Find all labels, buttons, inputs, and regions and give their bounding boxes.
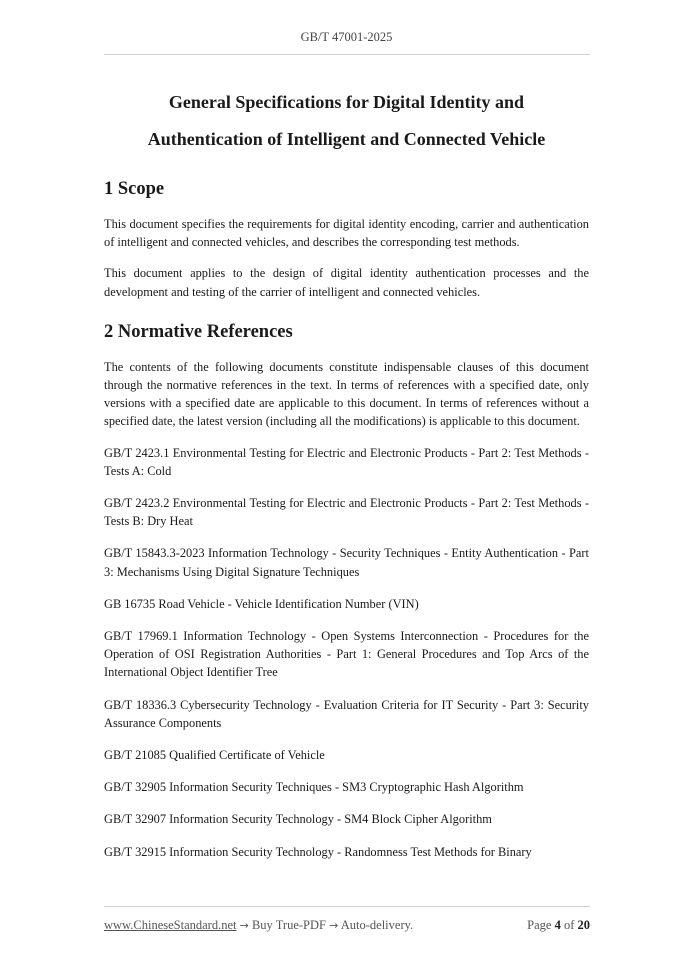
reference-item: GB/T 2423.2 Environmental Testing for Electric and Electronic Products - Part 2: Test Methods - Tests B: Dry Heat <box>104 496 589 529</box>
reference-item: GB/T 2423.1 Environmental Testing for Electric and Electronic Products - Part 2: Test Methods - Tests A: Cold <box>104 445 589 478</box>
section-heading-scope: 1 Scope <box>104 179 165 199</box>
total-pages-number: 20 <box>577 918 590 932</box>
right-arrow-icon: → <box>239 919 249 932</box>
reference-item: GB/T 18336.3 Cybersecurity Technology - Evaluation Criteria for IT Security - Part 3: Security Assurance Components <box>104 697 589 730</box>
auto-delivery-text: Auto-delivery. <box>340 918 414 932</box>
section-heading-normative-references: 2 Normative References <box>104 321 293 342</box>
reference-item: GB/T 17969.1 Information Technology - Open Systems Interconnection - Procedures for the Operation of OSI Registration Authorities - Part 1: General Procedures and Top Arcs of the International Object Identifier Tree <box>104 629 589 680</box>
page-body <box>104 84 589 875</box>
document-title-line-1: General Specifications for Digital Identity and <box>168 92 525 112</box>
buy-pdf-text: Buy True-PDF <box>251 918 326 932</box>
reference-item: GB/T 32907 Information Security Technology - SM4 Block Cipher Algorithm <box>104 812 492 827</box>
running-header: GB/T 47001-2025 <box>300 30 393 44</box>
reference-item: GB/T 32915 Information Security Technology - Randomness Test Methods for Binary <box>104 844 532 859</box>
right-arrow-icon: → <box>329 919 339 932</box>
current-page-number: 4 <box>554 918 561 932</box>
reference-item: GB/T 15843.3-2023 Information Technology - Security Techniques - Entity Authentication - Part 3: Mechanisms Using Digital Signature Techniques <box>104 546 589 579</box>
reference-item: GB/T 21085 Qualified Certificate of Vehicle <box>104 748 325 763</box>
reference-item: GB/T 32905 Information Security Techniques - SM3 Cryptographic Hash Algorithm <box>104 780 524 795</box>
document-title-line-2: Authentication of Intelligent and Connected Vehicle <box>147 129 546 149</box>
page-label: Page <box>527 918 552 932</box>
page-indicator <box>527 918 590 933</box>
website-link[interactable]: www.ChineseStandard.net <box>104 918 237 932</box>
scope-paragraph-2: This document applies to the design of digital identity authentication processes and the development and testing of the carrier of intelligent and connected vehicles. <box>104 266 589 299</box>
footer-divider <box>104 906 590 907</box>
reference-item: GB 16735 Road Vehicle - Vehicle Identification Number (VIN) <box>104 596 419 611</box>
scope-paragraph-1: This document specifies the requirements for digital identity encoding, carrier and authentication of intelligent and connected vehicles, and describes the corresponding test methods. <box>104 217 589 250</box>
header-divider <box>104 54 590 55</box>
of-label: of <box>563 918 575 932</box>
footer-promo <box>104 918 413 933</box>
normative-intro-paragraph: The contents of the following documents constitute indispensable clauses of this document through the normative references in the text. In terms of references with a specified date, only versions with a specified date are applicable to this document. In terms of references without a specified date, the latest version (including all the modifications) is applicable to this document. <box>104 359 589 429</box>
